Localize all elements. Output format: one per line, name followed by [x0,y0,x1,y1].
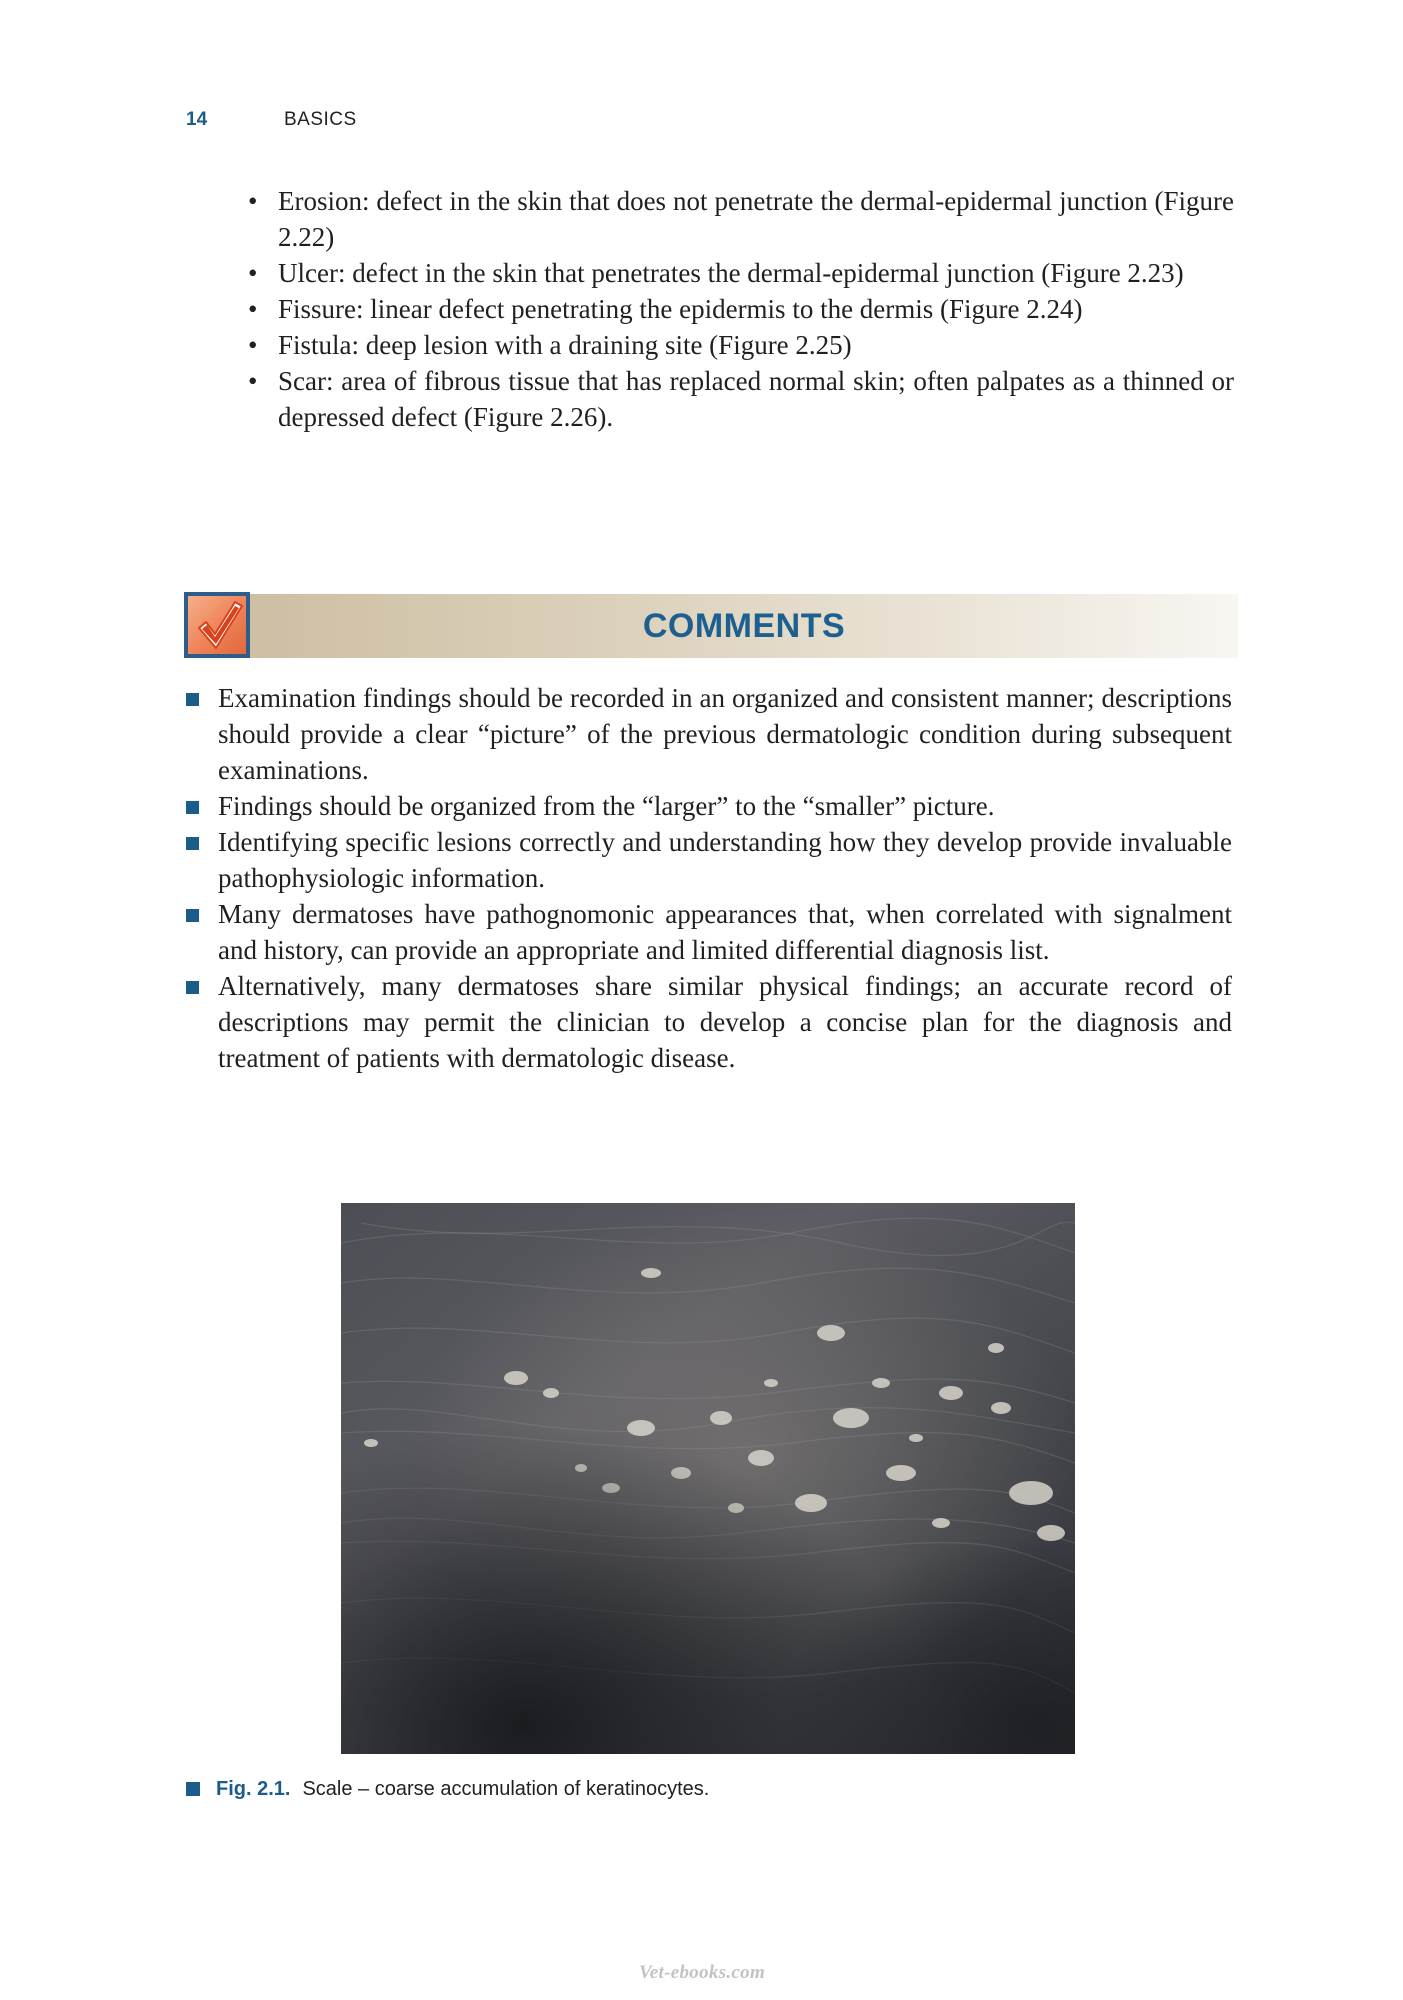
list-item [186,824,1232,896]
list-item-text: Fissure: linear defect penetrating the epidermis to the dermis (Figure 2.24) [278,294,1083,324]
square-bullet-icon [186,981,199,994]
square-bullet-icon [186,837,199,850]
list-item-text: Ulcer: defect in the skin that penetrates the dermal-epidermal junction (Figure 2.23) [278,258,1184,288]
bullet-icon: • [248,186,258,216]
bullet-icon: • [248,294,258,324]
square-bullet-icon [186,801,199,814]
bullet-icon: • [248,330,258,360]
comments-list [186,680,1232,1076]
list-item-text: Identifying specific lesions correctly and understanding how they develop provide invaluable pathophysiologic information. [218,827,1232,893]
list-item-text: Fistula: deep lesion with a draining site (Figure 2.25) [278,330,852,360]
checkmark-icon [184,592,250,658]
page-number: 14 [186,109,208,130]
list-item [186,680,1232,788]
list-item-text: Erosion: defect in the skin that does not penetrate the dermal-epidermal junction (Figure 2.22) [278,186,1234,252]
list-item [186,968,1232,1076]
list-item-text: Many dermatoses have pathognomonic appearances that, when correlated with signalment and history, can provide an appropriate and limited differential diagnosis list. [218,899,1232,965]
list-item [244,291,1234,327]
square-bullet-icon [186,1782,200,1796]
comments-title: COMMENTS [642,607,846,645]
bullet-icon: • [248,366,258,396]
lesion-definition-list [244,183,1234,435]
running-head [186,106,357,134]
figure-label: Fig. 2.1. [216,1777,291,1800]
comments-banner [184,592,1238,662]
square-bullet-icon [186,693,199,706]
list-item [186,788,1232,824]
list-item [244,183,1234,255]
watermark: Vet-ebooks.com [638,1962,766,1983]
square-bullet-icon [186,909,199,922]
figure-caption-text: Scale – coarse accumulation of keratinocytes. [302,1777,710,1800]
bullet-icon: • [248,258,258,288]
figure-photo-scale [341,1203,1075,1754]
list-item [244,363,1234,435]
list-item-text: Scar: area of fibrous tissue that has replaced normal skin; often palpates as a thinned or depressed defect (Figure 2.26). [278,366,1234,432]
list-item-text: Findings should be organized from the “larger” to the “smaller” picture. [218,791,995,821]
list-item [244,255,1234,291]
figure-caption [186,1774,709,1804]
list-item-text: Examination findings should be recorded in an organized and consistent manner; descriptions should provide a clear “picture” of the previous dermatologic condition during subsequent examinations. [218,683,1232,785]
list-item [186,896,1232,968]
list-item [244,327,1234,363]
section-name: BASICS [284,109,357,130]
list-item-text: Alternatively, many dermatoses share similar physical findings; an accurate record of descriptions may permit the clinician to develop a concise plan for the diagnosis and treatment of patients with dermatologic disease. [218,971,1232,1073]
